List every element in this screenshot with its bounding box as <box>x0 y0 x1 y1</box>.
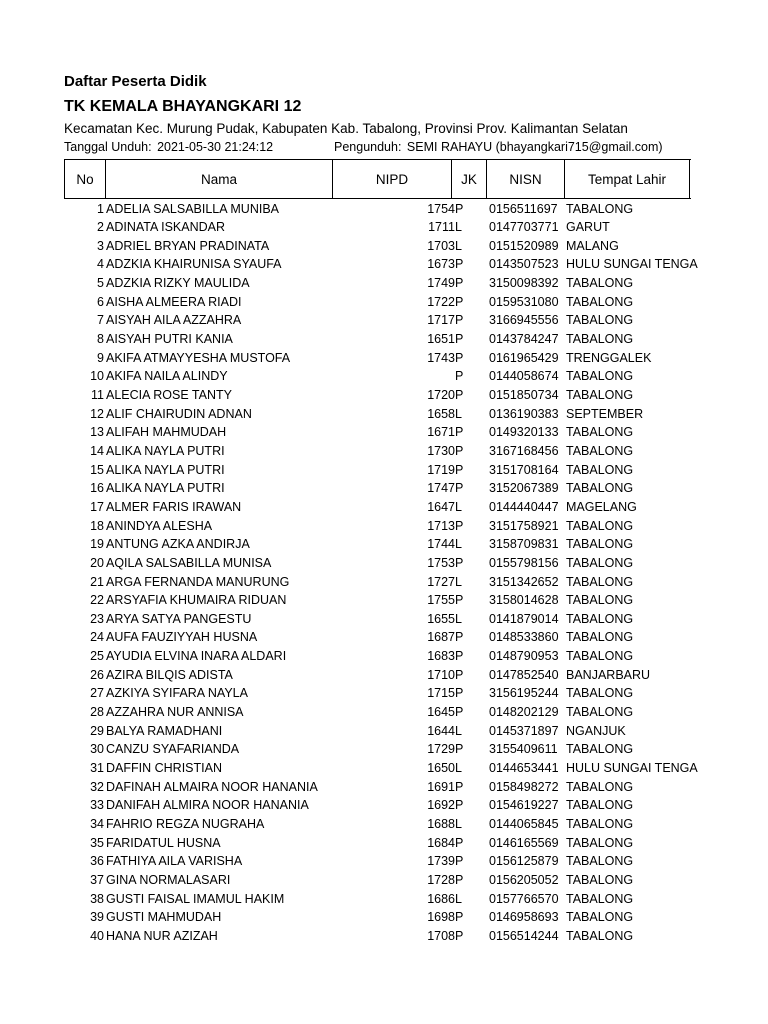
row-tempat-lahir: HULU SUNGAI TENGA <box>566 257 698 272</box>
row-jk: L <box>455 537 462 552</box>
row-jk: P <box>455 686 464 701</box>
row-jk: P <box>455 742 464 757</box>
row-no: 20 <box>90 555 104 570</box>
row-tempat-lahir: TABALONG <box>566 816 634 831</box>
document-title: Daftar Peserta Didik <box>64 73 207 90</box>
table-row <box>64 740 704 758</box>
row-no: 30 <box>90 742 104 757</box>
row-nipd: 1683 <box>427 649 455 664</box>
row-nisn: 0155798156 <box>489 555 559 570</box>
row-tempat-lahir: TABALONG <box>566 630 634 645</box>
row-tempat-lahir: TABALONG <box>566 518 634 533</box>
row-no: 8 <box>97 332 104 347</box>
row-nipd: 1710 <box>427 667 455 682</box>
row-nipd: 1655 <box>427 611 455 626</box>
row-no: 28 <box>90 705 104 720</box>
row-nisn: 3151708164 <box>489 462 559 477</box>
row-jk: P <box>455 313 464 328</box>
row-nipd: 1703 <box>427 238 455 253</box>
row-no: 39 <box>90 910 104 925</box>
row-nipd: 1711 <box>428 220 455 235</box>
row-no: 17 <box>90 499 104 514</box>
row-jk: P <box>455 593 464 608</box>
row-tempat-lahir: TABALONG <box>566 686 634 701</box>
row-tempat-lahir: TABALONG <box>566 611 634 626</box>
row-jk: L <box>455 816 462 831</box>
row-tempat-lahir: TABALONG <box>566 555 634 570</box>
row-nipd: 1692 <box>427 798 455 813</box>
row-jk: P <box>455 257 464 272</box>
row-tempat-lahir: TABALONG <box>566 388 634 402</box>
row-nisn: 0156511697 <box>489 201 558 216</box>
row-no: 4 <box>97 257 104 272</box>
row-tempat-lahir: HULU SUNGAI TENGA <box>566 761 698 775</box>
row-tempat-lahir: TABALONG <box>566 705 634 720</box>
table-row <box>64 796 704 814</box>
row-no: 12 <box>90 406 104 421</box>
row-tempat-lahir: NGANJUK <box>566 723 626 738</box>
row-nipd: 1753 <box>427 555 455 570</box>
row-tempat-lahir: TABALONG <box>566 537 634 552</box>
row-no: 9 <box>97 350 104 365</box>
row-jk: P <box>455 276 464 291</box>
table-row <box>64 255 704 273</box>
row-nipd: 1686 <box>427 891 455 906</box>
row-no: 36 <box>90 854 104 869</box>
row-nama: ARSYAFIA KHUMAIRA RIDUAN <box>106 593 287 608</box>
row-jk: L <box>455 723 462 738</box>
header-tempat-lahir: Tempat Lahir <box>565 160 690 198</box>
row-nisn: 0141879014 <box>489 611 559 626</box>
table-row <box>64 554 704 572</box>
row-tempat-lahir: TABALONG <box>566 294 634 309</box>
table-row <box>64 778 704 796</box>
row-nisn: 3156195244 <box>489 686 559 701</box>
row-no: 15 <box>90 462 104 477</box>
row-nama: ADELIA SALSABILLA MUNIBA <box>106 201 279 216</box>
table-row <box>64 927 704 945</box>
downloader-label: Pengunduh: <box>334 140 402 154</box>
row-nipd: 1749 <box>427 276 455 291</box>
row-nama: AISYAH PUTRI KANIA <box>106 332 233 347</box>
row-jk: L <box>455 891 462 906</box>
row-tempat-lahir: TABALONG <box>566 443 634 458</box>
row-tempat-lahir: TABALONG <box>566 891 634 906</box>
header-nipd: NIPD <box>333 160 452 198</box>
row-tempat-lahir: TABALONG <box>566 854 634 869</box>
row-nipd: 1715 <box>427 686 455 701</box>
row-tempat-lahir: TABALONG <box>566 835 634 850</box>
row-nipd: 1688 <box>427 816 455 831</box>
row-nisn: 0148202129 <box>489 705 559 720</box>
table-row <box>64 535 704 553</box>
table-row <box>64 890 704 908</box>
row-no: 29 <box>90 723 104 738</box>
row-no: 5 <box>97 276 104 291</box>
row-jk: P <box>455 294 464 309</box>
row-nipd: 1671 <box>427 425 455 440</box>
row-nama: BALYA RAMADHANI <box>106 723 223 738</box>
row-jk: P <box>455 350 464 365</box>
row-nipd: 1722 <box>427 294 455 309</box>
row-nama: AZZAHRA NUR ANNISA <box>106 705 244 720</box>
table-row <box>64 498 704 516</box>
table-row <box>64 759 704 777</box>
row-tempat-lahir: TABALONG <box>566 649 634 664</box>
row-nama: ADZKIA RIZKY MAULIDA <box>106 276 250 291</box>
row-nama: HANA NUR AZIZAH <box>106 928 218 943</box>
row-nama: ARGA FERNANDA MANURUNG <box>106 574 290 589</box>
table-row <box>64 852 704 870</box>
row-jk: P <box>455 779 464 794</box>
downloader-name: SEMI RAHAYU (bhayangkari715@gmail.com) <box>406 140 663 154</box>
row-no: 6 <box>97 294 104 309</box>
row-nama: ANINDYA ALESHA <box>106 518 213 533</box>
row-nama: ALMER FARIS IRAWAN <box>106 499 242 514</box>
row-jk: L <box>455 611 462 626</box>
row-no: 32 <box>90 779 104 794</box>
row-nipd: 1739 <box>427 854 455 869</box>
row-nipd: 1730 <box>427 443 455 458</box>
row-jk: P <box>455 798 464 813</box>
row-nama: CANZU SYAFARIANDA <box>106 742 240 757</box>
row-jk: L <box>455 574 462 589</box>
row-nisn: 0136190383 <box>489 406 559 421</box>
row-jk: P <box>455 369 464 384</box>
row-tempat-lahir: TABALONG <box>566 313 634 328</box>
row-nipd: 1708 <box>427 928 455 943</box>
row-nama: AYUDIA ELVINA INARA ALDARI <box>106 649 287 664</box>
row-nipd: 1728 <box>427 872 455 887</box>
row-no: 19 <box>90 537 104 552</box>
row-nisn: 0146958693 <box>489 910 559 925</box>
table-row <box>64 479 704 497</box>
row-nama: FARIDATUL HUSNA <box>106 835 221 850</box>
location-line: Kecamatan Kec. Murung Pudak, Kabupaten Kab. Tabalong, Provinsi Prov. Kalimantan Selatan <box>64 121 628 136</box>
row-nisn: 0156125879 <box>489 854 559 869</box>
row-nama: AISYAH AILA AZZAHRA <box>106 313 242 328</box>
row-nisn: 0158498272 <box>489 779 559 794</box>
row-nisn: 3151758921 <box>489 518 559 533</box>
row-tempat-lahir: MAGELANG <box>566 499 637 514</box>
row-nipd: 1684 <box>427 835 455 850</box>
row-nama: AISHA ALMEERA RIADI <box>106 294 242 309</box>
row-tempat-lahir: TABALONG <box>566 742 634 757</box>
row-nisn: 0144440447 <box>489 499 559 514</box>
row-jk: P <box>455 630 464 645</box>
row-no: 34 <box>90 816 104 831</box>
row-jk: P <box>455 518 464 533</box>
row-nama: ALIKA NAYLA PUTRI <box>106 443 225 458</box>
row-nama: ALIFAH MAHMUDAH <box>106 425 227 440</box>
row-nisn: 0156205052 <box>489 872 559 887</box>
row-no: 37 <box>90 872 104 887</box>
table-row <box>64 703 704 721</box>
row-no: 10 <box>90 369 104 384</box>
table-row <box>64 871 704 889</box>
table-row <box>64 349 704 367</box>
row-jk: L <box>455 406 462 421</box>
row-no: 33 <box>90 798 104 813</box>
row-no: 23 <box>90 611 104 626</box>
table-row <box>64 461 704 479</box>
row-nama: AKIFA NAILA ALINDY <box>106 369 228 384</box>
row-no: 18 <box>90 518 104 533</box>
table-row <box>64 666 704 684</box>
row-jk: P <box>455 555 464 570</box>
table-row <box>64 274 704 292</box>
row-nama: ALIKA NAYLA PUTRI <box>106 462 225 477</box>
row-nama: ADINATA ISKANDAR <box>106 220 226 235</box>
table-row <box>64 367 704 385</box>
table-row <box>64 330 704 348</box>
row-tempat-lahir: TABALONG <box>566 928 634 943</box>
header-no: No <box>65 160 106 198</box>
table-row <box>64 517 704 535</box>
row-nama: ALIF CHAIRUDIN ADNAN <box>106 406 252 421</box>
row-no: 27 <box>90 686 104 701</box>
row-jk: L <box>455 220 462 235</box>
row-nisn: 0151520989 <box>489 238 559 253</box>
row-jk: P <box>455 649 464 664</box>
row-nisn: 0146165569 <box>489 835 559 850</box>
row-jk: P <box>455 928 464 943</box>
row-no: 13 <box>90 425 104 440</box>
row-nisn: 0144653441 <box>489 761 559 775</box>
table-row <box>64 293 704 311</box>
row-jk: P <box>455 854 464 869</box>
row-nipd: 1729 <box>427 742 455 757</box>
row-nipd: 1644 <box>427 723 455 738</box>
row-tempat-lahir: TABALONG <box>566 332 634 347</box>
row-nisn: 0148533860 <box>489 630 559 645</box>
row-tempat-lahir: TABALONG <box>566 425 634 440</box>
row-nama: DAFFIN CHRISTIAN <box>106 761 222 775</box>
row-no: 16 <box>90 481 104 496</box>
table-row <box>64 815 704 833</box>
row-no: 11 <box>91 388 104 402</box>
row-nama: AZKIYA SYIFARA NAYLA <box>106 686 248 701</box>
row-nipd: 1650 <box>427 761 455 775</box>
row-nama: AZIRA BILQIS ADISTA <box>106 667 233 682</box>
row-jk: P <box>455 481 464 496</box>
table-row <box>64 237 704 255</box>
row-nisn: 0154619227 <box>489 798 559 813</box>
row-tempat-lahir: SEPTEMBER <box>566 406 644 421</box>
table-row <box>64 628 704 646</box>
row-nipd: 1719 <box>427 462 455 477</box>
row-jk: P <box>455 872 464 887</box>
row-nama: AUFA FAUZIYYAH HUSNA <box>106 630 258 645</box>
row-nisn: 0147852540 <box>489 667 559 682</box>
row-nama: DAFINAH ALMAIRA NOOR HANANIA <box>106 779 318 794</box>
row-jk: P <box>455 425 464 440</box>
row-nipd: 1743 <box>427 350 455 365</box>
row-tempat-lahir: TABALONG <box>566 481 634 496</box>
row-jk: P <box>455 835 464 850</box>
row-no: 26 <box>90 667 104 682</box>
row-tempat-lahir: TABALONG <box>566 798 634 813</box>
row-tempat-lahir: TABALONG <box>566 593 634 608</box>
row-nipd: 1713 <box>427 518 455 533</box>
header-nisn: NISN <box>487 160 565 198</box>
row-nisn: 3166945556 <box>489 313 559 328</box>
row-jk: P <box>455 388 464 402</box>
table-row <box>64 610 704 628</box>
row-tempat-lahir: TABALONG <box>566 910 634 925</box>
row-nipd: 1691 <box>427 779 455 794</box>
download-info <box>64 140 273 154</box>
table-row <box>64 386 704 404</box>
row-nama: AQILA SALSABILLA MUNISA <box>106 555 272 570</box>
row-tempat-lahir: TABALONG <box>566 779 634 794</box>
download-date-label: Tanggal Unduh: <box>64 140 152 154</box>
row-no: 3 <box>97 238 104 253</box>
row-jk: L <box>455 499 462 514</box>
row-jk: P <box>455 443 464 458</box>
row-nisn: 0144065845 <box>489 816 559 831</box>
row-no: 1 <box>97 201 104 216</box>
row-nama: ALIKA NAYLA PUTRI <box>106 481 225 496</box>
row-no: 35 <box>90 835 104 850</box>
row-nisn: 0145371897 <box>489 723 559 738</box>
table-row <box>64 722 704 740</box>
row-nama: FATHIYA AILA VARISHA <box>106 854 243 869</box>
row-nama: ALECIA ROSE TANTY <box>106 388 232 402</box>
row-tempat-lahir: TRENGGALEK <box>566 350 652 365</box>
download-date: 2021-05-30 21:24:12 <box>157 140 274 154</box>
table-row <box>64 908 704 926</box>
row-nisn: 0159531080 <box>489 294 559 309</box>
row-tempat-lahir: TABALONG <box>566 462 634 477</box>
row-nipd: 1687 <box>427 630 455 645</box>
row-no: 21 <box>90 574 104 589</box>
header-jk: JK <box>452 160 487 198</box>
row-nipd: 1658 <box>427 406 455 421</box>
row-nipd: 1747 <box>427 481 455 496</box>
row-nisn: 3155409611 <box>489 742 558 757</box>
table-row <box>64 200 704 218</box>
row-nipd: 1754 <box>427 201 455 216</box>
row-nipd: 1651 <box>427 332 455 347</box>
row-nipd: 1645 <box>427 705 455 720</box>
row-nisn: 3158709831 <box>489 537 559 552</box>
table-row <box>64 405 704 423</box>
row-nipd: 1717 <box>427 313 455 328</box>
row-jk: L <box>455 238 462 253</box>
row-nisn: 0161965429 <box>489 350 559 365</box>
row-jk: P <box>455 462 464 477</box>
row-nisn: 0147703771 <box>489 220 559 235</box>
school-name: TK KEMALA BHAYANGKARI 12 <box>64 98 302 115</box>
row-jk: P <box>455 910 464 925</box>
row-no: 40 <box>90 928 104 943</box>
row-nisn: 0144058674 <box>489 369 559 384</box>
row-no: 31 <box>90 761 104 775</box>
row-no: 25 <box>90 649 104 664</box>
table-row <box>64 573 704 591</box>
row-tempat-lahir: BANJARBARU <box>566 667 651 682</box>
table-row <box>64 684 704 702</box>
row-nipd: 1673 <box>427 257 455 272</box>
row-nama: GINA NORMALASARI <box>106 872 231 887</box>
row-no: 7 <box>97 313 104 328</box>
table-row <box>64 311 704 329</box>
row-nisn: 3151342652 <box>489 574 559 589</box>
row-no: 38 <box>90 891 104 906</box>
table-row <box>64 442 704 460</box>
row-nama: ANTUNG AZKA ANDIRJA <box>106 537 250 552</box>
row-tempat-lahir: TABALONG <box>566 201 634 216</box>
row-nama: DANIFAH ALMIRA NOOR HANANIA <box>106 798 309 813</box>
row-nisn: 3152067389 <box>489 481 559 496</box>
row-no: 14 <box>90 443 104 458</box>
row-nipd: 1647 <box>427 499 455 514</box>
row-nisn: 0148790953 <box>489 649 559 664</box>
row-jk: L <box>455 761 462 775</box>
row-nisn: 3158014628 <box>489 593 559 608</box>
row-nama: ARYA SATYA PANGESTU <box>106 611 252 626</box>
row-nipd: 1755 <box>427 593 455 608</box>
row-tempat-lahir: TABALONG <box>566 574 634 589</box>
table-row <box>64 423 704 441</box>
row-tempat-lahir: TABALONG <box>566 872 634 887</box>
table-row <box>64 647 704 665</box>
table-header <box>64 159 691 199</box>
row-nama: ADZKIA KHAIRUNISA SYAUFA <box>106 257 282 272</box>
row-nisn: 0143507523 <box>489 257 559 272</box>
row-nipd: 1744 <box>427 537 455 552</box>
row-no: 2 <box>97 220 104 235</box>
row-tempat-lahir: TABALONG <box>566 369 634 384</box>
row-jk: P <box>455 332 464 347</box>
row-no: 22 <box>90 593 104 608</box>
row-nama: GUSTI MAHMUDAH <box>106 910 222 925</box>
row-nisn: 3167168456 <box>489 443 559 458</box>
row-jk: P <box>455 201 464 216</box>
row-jk: P <box>455 705 464 720</box>
table-row <box>64 834 704 852</box>
row-nipd: 1720 <box>427 388 455 402</box>
row-nama: AKIFA ATMAYYESHA MUSTOFA <box>106 350 291 365</box>
row-nama: FAHRIO REGZA NUGRAHA <box>106 816 265 831</box>
row-nama: ADRIEL BRYAN PRADINATA <box>106 238 270 253</box>
row-nama: GUSTI FAISAL IMAMUL HAKIM <box>106 891 285 906</box>
table-row <box>64 218 704 236</box>
header-nama: Nama <box>106 160 333 198</box>
row-tempat-lahir: TABALONG <box>566 276 634 291</box>
row-nisn: 0156514244 <box>489 928 559 943</box>
row-nipd: 1698 <box>427 910 455 925</box>
table-row <box>64 591 704 609</box>
row-nisn: 0143784247 <box>489 332 559 347</box>
row-no: 24 <box>90 630 104 645</box>
row-nisn: 0149320133 <box>489 425 559 440</box>
row-nipd: 1727 <box>427 574 455 589</box>
row-nisn: 0151850734 <box>489 388 559 402</box>
row-jk: P <box>455 667 464 682</box>
row-tempat-lahir: GARUT <box>566 220 610 235</box>
downloader-info <box>334 140 663 154</box>
row-tempat-lahir: MALANG <box>566 238 619 253</box>
row-nisn: 3150098392 <box>489 276 559 291</box>
row-nisn: 0157766570 <box>489 891 559 906</box>
